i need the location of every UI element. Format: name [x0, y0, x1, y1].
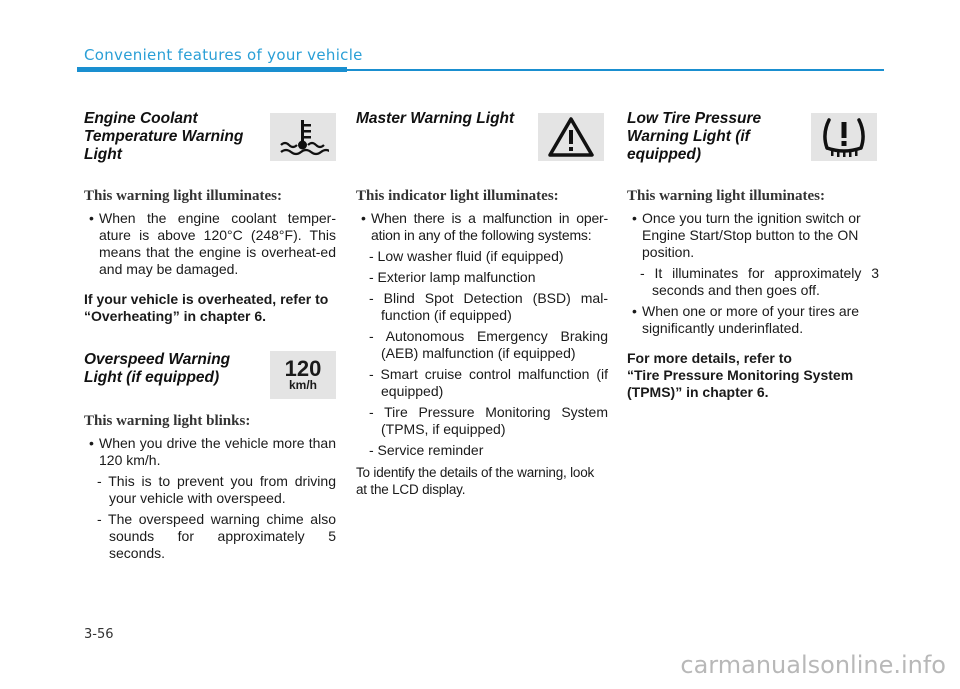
tire-pressure-bullet: • Once you turn the ignition switch or Engine Start/Stop button to the ON position.	[632, 210, 861, 260]
master-warning-sub-item: - Smart cruise control malfunction (if equipped)	[369, 366, 608, 399]
master-warning-sub-item: - Tire Pressure Monitoring System (TPMS, if equipped)	[369, 404, 608, 437]
tire-pressure-title: Low Tire Pressure Warning Light (if equipped)	[627, 110, 762, 163]
master-warning-subheading: This indicator light illuminates:	[356, 188, 559, 204]
column-3	[627, 110, 879, 401]
coolant-section-title: Engine Coolant Temperature Warning Light	[84, 110, 244, 163]
overspeed-bullet: • When you drive the vehicle more than 120 km/h.	[89, 435, 336, 468]
watermark: carmanualsonline.info	[680, 651, 946, 679]
tire-pressure-icon	[811, 113, 877, 161]
overspeed-icon-value: 120	[284, 355, 322, 381]
tire-pressure-bullet: • When one or more of your tires are significantly underinflated.	[632, 303, 860, 336]
coolant-subheading: This warning light illuminates:	[84, 188, 282, 204]
coolant-section-header	[84, 110, 336, 166]
overspeed-sub-item: - This is to prevent you from driving your vehicle with overspeed.	[97, 473, 336, 506]
tire-pressure-note-line2: “Tire Pressure Monitoring System (TPMS)” in chapter 6.	[627, 367, 854, 400]
overspeed-icon	[270, 351, 336, 399]
master-warning-sub-item: - Exterior lamp malfunction	[369, 269, 536, 285]
master-warning-sub-item: - Service reminder	[369, 442, 484, 458]
warning-triangle-icon	[538, 113, 604, 161]
overspeed-section-header	[84, 351, 336, 409]
overspeed-sub-item: - The overspeed warning chime also sounds for approximately 5 seconds.	[97, 511, 336, 561]
header-rule-thin	[347, 69, 884, 71]
tire-pressure-sub-item: - It illuminates for approximately 3 seconds and then goes off.	[640, 265, 879, 298]
master-warning-bullet: • When there is a malfunction in oper-ation in any of the following systems:	[361, 210, 608, 243]
master-warning-footer: To identify the details of the warning, look at the LCD display.	[356, 465, 595, 497]
master-warning-sub-item: - Low washer fluid (if equipped)	[369, 248, 564, 264]
coolant-temperature-icon	[270, 113, 336, 161]
column-2	[356, 110, 608, 498]
tire-pressure-section-header	[627, 110, 879, 166]
overspeed-subheading: This warning light blinks:	[84, 413, 251, 429]
page-header-title: Convenient features of your vehicle	[84, 46, 363, 64]
master-warning-section-header	[356, 110, 608, 166]
overspeed-icon-unit: km/h	[288, 377, 317, 392]
master-warning-sub-item: - Blind Spot Detection (BSD) mal-function (if equipped)	[369, 290, 608, 323]
tire-pressure-note-line1: For more details, refer to	[627, 350, 792, 366]
master-warning-title: Master Warning Light	[356, 110, 515, 127]
coolant-note: If your vehicle is overheated, refer to “Overheating” in chapter 6.	[84, 291, 329, 324]
overspeed-section-title: Overspeed Warning Light (if equipped)	[84, 351, 231, 386]
master-warning-sub-item: - Autonomous Emergency Braking (AEB) malfunction (if equipped)	[369, 328, 608, 361]
tire-pressure-subheading: This warning light illuminates:	[627, 188, 825, 204]
coolant-bullet: • When the engine coolant temper-ature is above 120°C (248°F). This means that the engine is overheat-ed and may be damaged.	[89, 210, 336, 277]
page-number: 3-56	[84, 627, 114, 642]
header-rule-thick	[77, 67, 347, 72]
column-1	[84, 110, 336, 562]
